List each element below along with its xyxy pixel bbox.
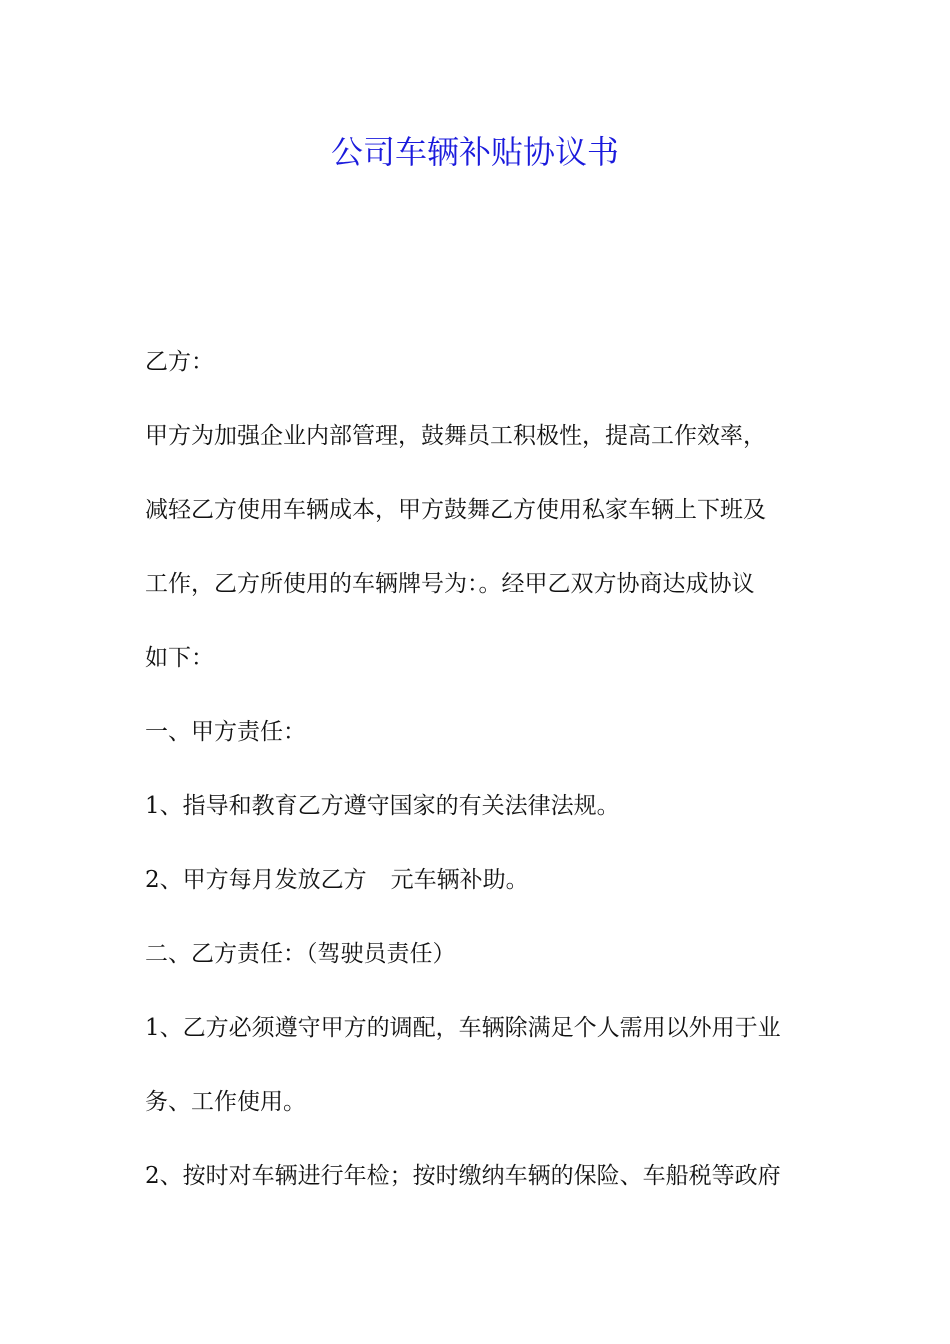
party-a-item-2-end: 元车辆补助。 (390, 867, 529, 893)
document-title: 公司车辆补贴协议书 (330, 133, 619, 171)
section-heading-party-a: 一、甲方责任： (145, 719, 306, 745)
party-a-item-1: 1、指导和教育乙方遵守国家的有关法律法规。 (145, 793, 620, 819)
intro-line-1: 甲方为加强企业内部管理，鼓舞员工积极性，提高工作效率， (145, 423, 766, 449)
intro-line-3: 工作，乙方所使用的车辆牌号为：。经甲乙双方协商达成协议 (145, 571, 755, 597)
party-b-item-1-line-1: 1、乙方必须遵守甲方的调配，车辆除满足个人需用以外用于业 (145, 1015, 781, 1041)
intro-line-2: 减轻乙方使用车辆成本，甲方鼓舞乙方使用私家车辆上下班及 (145, 497, 766, 523)
party-b-item-2-line-1: 2、按时对车辆进行年检；按时缴纳车辆的保险、车船税等政府 (145, 1163, 781, 1189)
party-a-item-2-start: 2、甲方每月发放乙方 (145, 867, 367, 893)
party-b-item-1-line-2: 务、工作使用。 (145, 1089, 306, 1115)
intro-line-4: 如下： (145, 645, 214, 671)
section-heading-party-b: 二、乙方责任：（驾驶员责任） (145, 941, 456, 967)
party-a-item-2 (145, 856, 810, 904)
party-b-label: 乙方： (145, 349, 214, 375)
document-body (145, 338, 810, 1226)
